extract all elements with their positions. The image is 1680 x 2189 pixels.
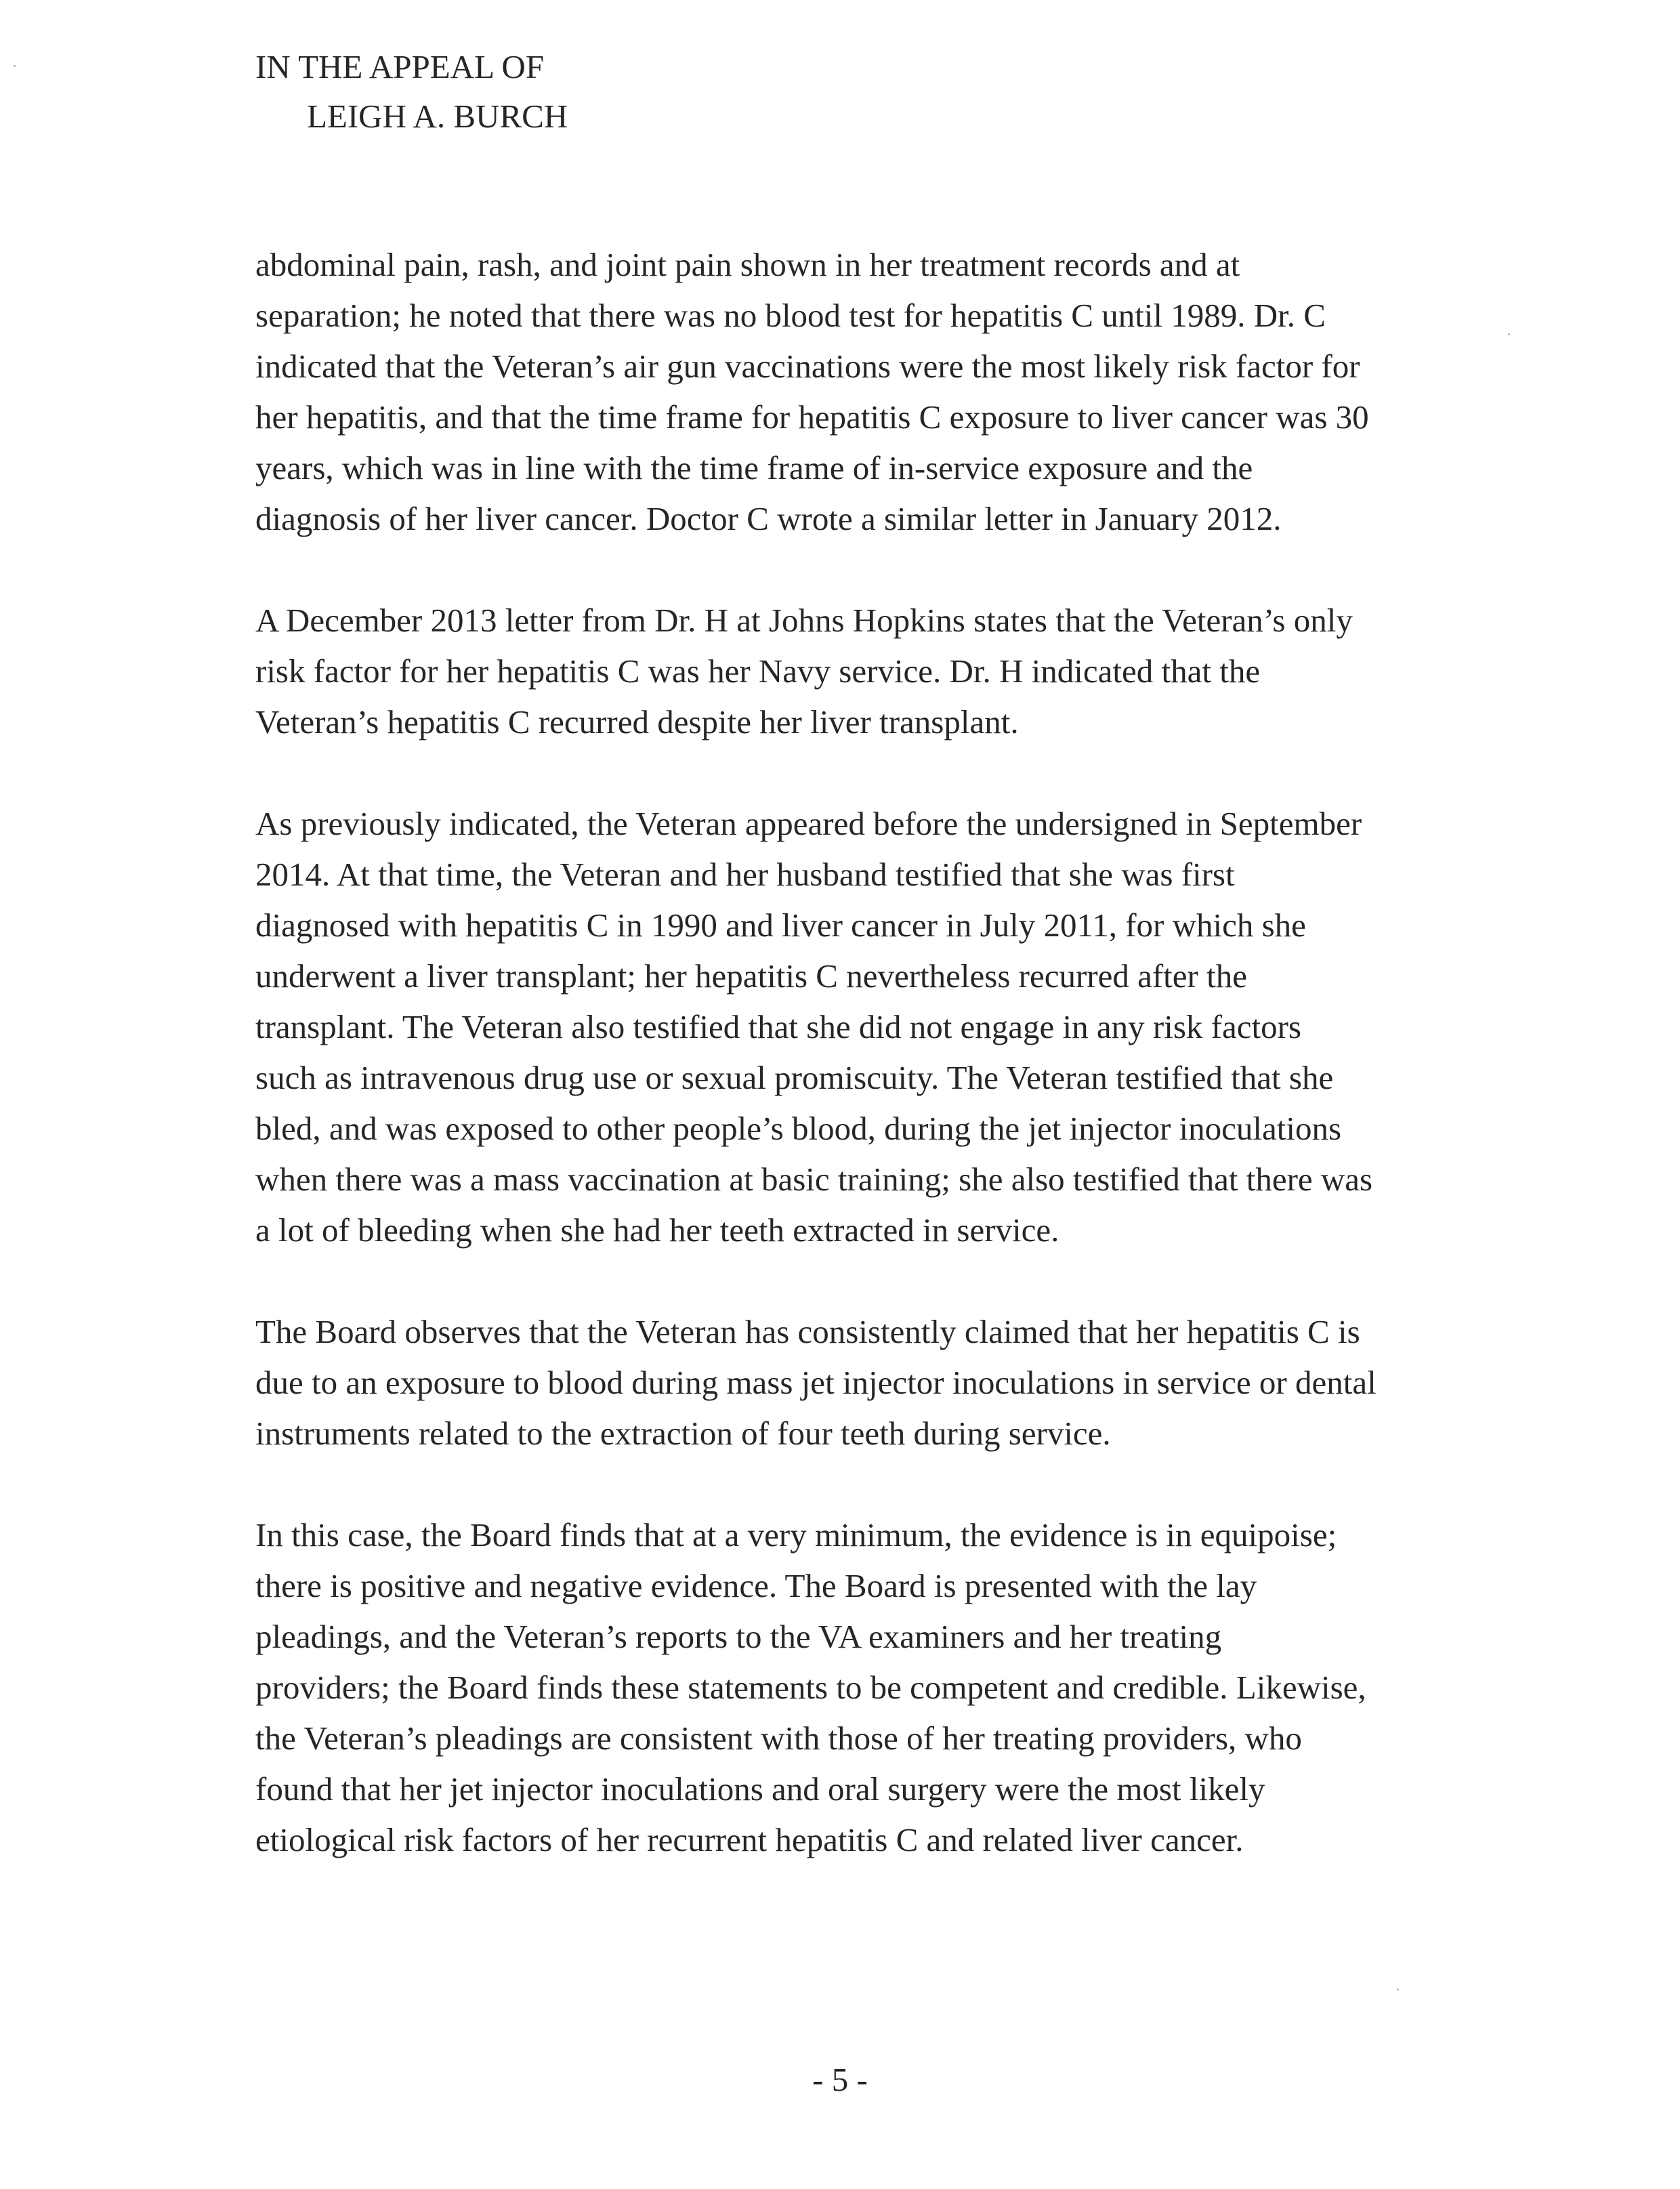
paragraph-board-observation: [255, 1306, 1515, 1459]
text-line: diagnosed with hepatitis C in 1990 and liver cancer in July 2011, for which she: [255, 906, 1306, 944]
text-line: indicated that the Veteran’s air gun vaccinations were the most likely risk factor for: [255, 348, 1360, 385]
text-line: the Veteran’s pleadings are consistent with those of her treating providers, who: [255, 1719, 1302, 1757]
page-number: - 5 -: [812, 2061, 868, 2098]
text-line: 2014. At that time, the Veteran and her husband testified that she was first: [255, 856, 1235, 893]
text-line: pleadings, and the Veteran’s reports to the VA examiners and her treating: [255, 1618, 1222, 1655]
text-line: abdominal pain, rash, and joint pain shown in her treatment records and at: [255, 246, 1240, 283]
text-line: In this case, the Board finds that at a very minimum, the evidence is in equipoise;: [255, 1516, 1337, 1554]
text-line: providers; the Board finds these statements to be competent and credible. Likewise,: [255, 1669, 1366, 1706]
text-line: years, which was in line with the time frame of in-service exposure and the: [255, 449, 1253, 486]
scan-speck: [14, 65, 16, 67]
text-line: risk factor for her hepatitis C was her Navy service. Dr. H indicated that the: [255, 652, 1261, 690]
text-line: when there was a mass vaccination at basic training; she also testified that there was: [255, 1161, 1373, 1198]
paragraph-hearing-testimony: [255, 798, 1515, 1255]
text-line: instruments related to the extraction of four teeth during service.: [255, 1415, 1111, 1452]
text-line: underwent a liver transplant; her hepatitis C nevertheless recurred after the: [255, 957, 1247, 995]
text-line: separation; he noted that there was no blood test for hepatitis C until 1989. Dr. C: [255, 297, 1326, 334]
case-caption-header: [255, 42, 568, 141]
paragraph-board-finding: [255, 1509, 1515, 1865]
text-line: her hepatitis, and that the time frame for hepatitis C exposure to liver cancer was 30: [255, 398, 1369, 436]
text-line: etiological risk factors of her recurrent hepatitis C and related liver cancer.: [255, 1821, 1244, 1858]
paragraph-dr-c-letter: [255, 239, 1515, 544]
text-line: diagnosis of her liver cancer. Doctor C wrote a similar letter in January 2012.: [255, 500, 1282, 537]
text-line: transplant. The Veteran also testified that she did not engage in any risk factors: [255, 1008, 1301, 1045]
text-line: The Board observes that the Veteran has consistently claimed that her hepatitis C is: [255, 1313, 1360, 1350]
text-line: bled, and was exposed to other people’s blood, during the jet injector inoculations: [255, 1110, 1342, 1147]
scan-speck: [1508, 333, 1510, 335]
text-line: Veteran’s hepatitis C recurred despite her liver transplant.: [255, 703, 1019, 741]
scan-speck: [1397, 1988, 1399, 1990]
text-line: As previously indicated, the Veteran appeared before the undersigned in September: [255, 805, 1362, 842]
paragraph-dr-h-letter: [255, 595, 1515, 747]
text-line: a lot of bleeding when she had her teeth extracted in service.: [255, 1211, 1059, 1249]
caption-line-appeal: IN THE APPEAL OF: [255, 48, 545, 85]
text-line: such as intravenous drug use or sexual promiscuity. The Veteran testified that she: [255, 1059, 1334, 1096]
text-line: there is positive and negative evidence. The Board is presented with the lay: [255, 1567, 1257, 1604]
text-line: due to an exposure to blood during mass jet injector inoculations in service or dental: [255, 1364, 1377, 1401]
text-line: found that her jet injector inoculations and oral surgery were the most likely: [255, 1770, 1265, 1808]
document-body: [255, 239, 1515, 1916]
text-line: A December 2013 letter from Dr. H at Johns Hopkins states that the Veteran’s only: [255, 602, 1353, 639]
caption-line-appellant-name: LEIGH A. BURCH: [307, 98, 568, 135]
